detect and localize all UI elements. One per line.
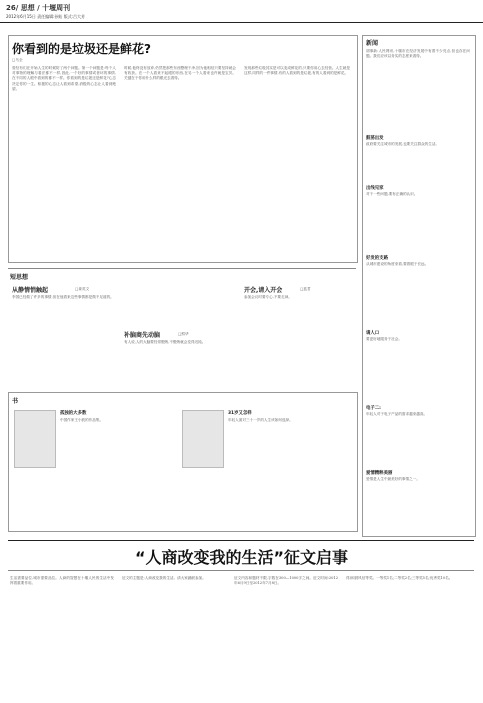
lead-col1: 曾经有们在开始人生的时候防了两个问题。第一个问题是:每个人对事物的理解与看法都不一样,因此,一个好的事情或者坏的事情,在不同的人眼中看到的都不一样。你看到的是垃圾还是鲜花?心态决定你的一生。积极的心态让人看到希望,消极的心态让人看到绝望。 [12, 66, 116, 91]
short-item2-text: 有人说,人的大脑要经常锻炼,不锻炼就会变得迟钝。 [124, 340, 206, 344]
contest-title: “人商改变我的生活”征文启事 [134, 548, 349, 567]
news-block-head-1: 鼓荡出发 [366, 136, 384, 141]
news-block-text-4: 要更好地服务于社会。 [366, 337, 402, 341]
short-item1-text: 李国已经做了许多的事情,但在他看来这些事情都是微不足道的。 [12, 295, 114, 299]
news-label: 新闻 [366, 40, 379, 47]
news-block-text-2: 对于一些问题,要有正确的认识。 [366, 192, 418, 196]
lead-col3: 发现那些垃圾其实是可以变成鲜花的,只要你用心去经营。人生就是这样,同样的一件事情,有的人看到的是垃圾,有的人看到的是鲜花。 [244, 66, 350, 76]
short-item3-title: 开会,请入开会 [244, 287, 283, 294]
book1-cover-image [14, 410, 56, 468]
short-thoughts-label: 短思想 [10, 274, 29, 281]
contest-col1: 生活需要品位,城市需要品位。人商的智慧在十堰人民的生活中发挥着重要作用。 [10, 576, 114, 586]
news-block-head-3: 好发的支路 [366, 256, 388, 261]
contest-col3: 征文内容和题材不限,字数在300—1000字之间。征文时间:2012年6月9日至2012年7月8日。 [234, 576, 338, 586]
news-block-head-5: 电子二: [366, 406, 381, 411]
news-block-head-6: 爱情精粹美丽 [366, 471, 393, 476]
news-text: 胡事新:人民网讯,十堰市在经济发展中有着不少亮点,但也存在问题。我们应该以务实的态度来看待。 [366, 49, 470, 59]
news-block-head-2: 出线见家 [366, 186, 384, 191]
short-item3-text: 参加会议时要专心,不要走神。 [244, 295, 292, 299]
masthead-rule [0, 22, 483, 23]
contest-col2: 征文的主题是:人商改变我的生活。请大家踊跃参加。 [122, 576, 206, 580]
book1-title: 孤独的大多数 [60, 411, 87, 416]
lead-title: 你看到的是垃圾还是鲜花? [12, 42, 151, 56]
page-header: 26/ 思想 / 十堰周刊 [6, 4, 71, 12]
lead-byline: □马全 [12, 58, 23, 62]
book2-cover-image [182, 410, 224, 468]
short-item1-byline: □姜英文 [75, 287, 90, 291]
news-block-text-6: 爱情是人生中最美好的事情之一。 [366, 477, 420, 481]
contest-col4: 得)和鼓风信等奖。一等奖1名;二等奖2名;三等奖5名;优秀奖10名。 [346, 576, 453, 580]
book-section-label: 书 [12, 398, 19, 405]
short-item2-byline: □熊华 [178, 332, 189, 336]
section-divider [8, 268, 356, 269]
news-block-text-3: 从城市建设的角度来看,要着眼于长远。 [366, 262, 429, 266]
short-item2-title: 补脑商先动脑 [124, 332, 161, 339]
contest-divider [8, 570, 474, 571]
book2-text: 年轻人面对三十一岁的人生该如何选择。 [228, 418, 293, 422]
contest-top-rule [8, 540, 474, 541]
short-item3-byline: □蓝君 [300, 287, 311, 291]
lead-col2: 时候,他终没有放弃,仍然把那些东西整理干净,因为他相信只要坚持就会有收获。在一个人看来不起眼的东西,在另一个人看来也许就是宝贝。关键在于你用什么样的眼光去看待。 [124, 66, 236, 81]
book1-text: 中国作家王小波的作品集。 [60, 418, 104, 422]
news-block-head-4: 请人口 [366, 331, 380, 336]
short-item1-title: 从静情悄触起 [12, 287, 49, 294]
news-block-text-1: 政府要关注城市的发展,也要关注群众的生活。 [366, 142, 440, 146]
book2-title: 31岁又怎样 [228, 411, 252, 416]
news-block-text-5: 年轻人对于电子产品的需求越来越高。 [366, 412, 428, 416]
issue-line: 2012年6月15日 责任编辑:孙贻 版式:吕大芳 [6, 14, 86, 19]
